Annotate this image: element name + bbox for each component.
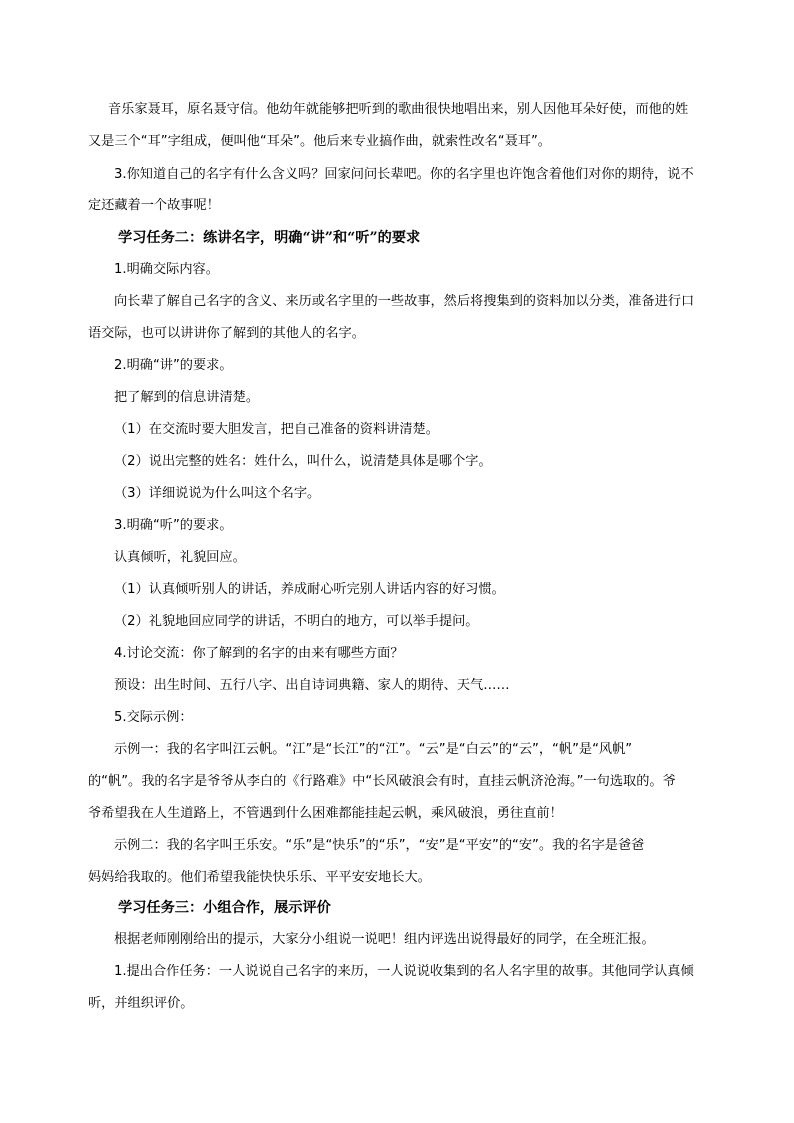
text-line: 向长辈了解自己名字的含义、来历或名字里的一些故事，然后将搜集到的资料加以分类，准备进行口 <box>114 294 695 309</box>
text-line: 的“帆”。我的名字是爷爷从李白的《行路难》中“长风破浪会有时，直挂云帆济沧海。”一句选取的。爷 <box>88 774 676 789</box>
text-line: 又是三个“耳”字组成，便叫他“耳朵”。他后来专业搞作曲，就索性改名“聂耳”。 <box>88 134 551 149</box>
text-line: 4.讨论交流：你了解到的名字的由来有哪些方面？ <box>114 646 404 661</box>
text-line: 妈妈给我取的。他们希望我能快快乐乐、平平安安地长大。 <box>88 870 431 885</box>
text-line: （3）详细说说为什么叫这个名字。 <box>114 486 321 501</box>
text-line: （1）认真倾听别人的讲话，养成耐心听完别人讲话内容的好习惯。 <box>114 582 505 597</box>
text-line: 示例一：我的名字叫江云帆。“江”是“长江”的“江”。“云”是“白云”的“云”，“帆”是“风帆” <box>114 742 633 757</box>
text-line: 爷希望我在人生道路上，不管遇到什么困难都能挂起云帆，乘风破浪，勇往直前！ <box>88 806 563 821</box>
text-line: 1.提出合作任务：一人说说自己名字的来历，一人说说收集到的名人名字里的故事。其他同学认真倾 <box>114 964 694 979</box>
section-heading: 学习任务三：小组合作，展示评价 <box>118 900 331 916</box>
text-line: 3.你知道自己的名字有什么含义吗？回家问问长辈吧。你的名字里也许饱含着他们对你的期待，说不 <box>114 167 694 182</box>
text-line: 示例二：我的名字叫王乐安。“乐”是“快乐”的“乐”，“安”是“平安”的“安”。我的名字是爸爸 <box>114 838 645 853</box>
text-line: 预设：出生时间、五行八字、出自诗词典籍、家人的期待、天气…… <box>114 678 510 693</box>
text-line: 把了解到的信息讲清楚。 <box>114 390 260 405</box>
text-line: 2.明确“讲”的要求。 <box>114 358 233 373</box>
text-line: 音乐家聂耳，原名聂守信。他幼年就能够把听到的歌曲很快地唱出来，别人因他耳朵好使，而他的姓 <box>108 102 689 117</box>
text-line: 5.交际示例： <box>114 710 193 725</box>
text-line: （2）说出完整的姓名：姓什么，叫什么，说清楚具体是哪个字。 <box>114 454 492 469</box>
text-line: 根据老师刚刚给出的提示，大家分小组说一说吧！组内评选出说得最好的同学，在全班汇报。 <box>114 932 655 947</box>
text-line: 1.明确交际内容。 <box>114 262 219 277</box>
text-line: （1）在交流时要大胆发言，把自己准备的资料讲清楚。 <box>114 422 439 437</box>
text-line: 定还藏着一个故事呢！ <box>88 198 220 213</box>
text-line: 语交际，也可以讲讲你了解到的其他人的名字。 <box>88 326 365 341</box>
text-line: 认真倾听，礼貌回应。 <box>114 550 246 565</box>
section-heading: 学习任务二：练讲名字，明确“讲”和“听”的要求 <box>118 230 421 246</box>
text-line: 3.明确“听”的要求。 <box>114 518 233 533</box>
text-line: （2）礼貌地回应同学的讲话，不明白的地方，可以举手提问。 <box>114 614 479 629</box>
text-line: 听，并组织评价。 <box>88 996 194 1011</box>
